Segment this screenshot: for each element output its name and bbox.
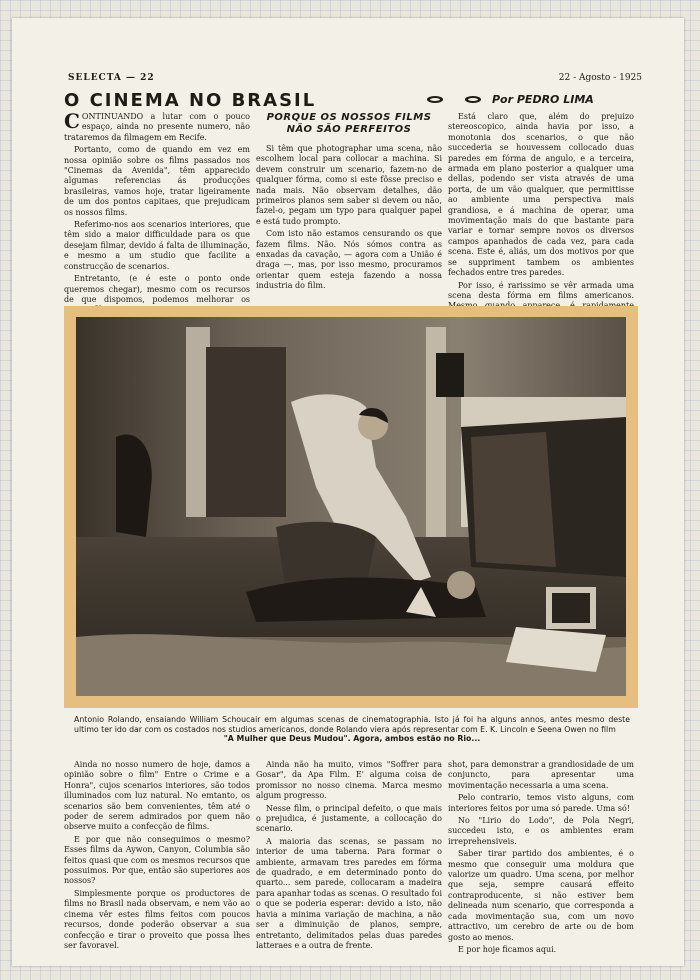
text-column-bottom-left [64,760,250,950]
paragraph: E por que não conseguimos o mesmo? Esses films da Aywon, Canyon, Columbia são feitos quasi que com os mesmos recursos que possuimos. Por que, então são superiores aos nossos? [64,834,250,886]
text-column-top-right [448,112,634,302]
paragraph: Entretanto, (e é este o ponto onde queremos chegar), mesmo com os recursos de que dispomos, podemos melhorar os [64,274,250,304]
film-still-photograph [76,317,626,696]
caption-film-title: "A Mulher que Deus Mudou". Agora, ambos estão no Rio... [223,734,481,744]
paragraph: Pelo contrario, temos visto alguns, com interiores feitos por uma só parede. Uma só! [448,793,634,813]
paragraph: No "Lirio do Lodo", de Pola Negri, succedeu isto, e os ambientes eram irreprehensiveis. [448,816,634,846]
article-subheading: PORQUE OS NOSSOS FILMS NÃO SÃO PERFEITOS [266,112,432,135]
photo-caption [74,715,630,744]
paragraph: Referimo-nos aos scenarios interiores, que têm sido a maior difficuldade para os que desejam filmar, devido á falta de illuminação, e mesmo a um studio que facilite a construcção de scenarios. [64,220,250,271]
magazine-page [12,18,684,966]
paragraph: E por hoje ficamos aqui. [458,944,557,954]
paragraph: Por isso, é rarissimo se vêr armada uma scena desta fórma em films americanos. [448,280,634,300]
caption-text: Antonio Rolando, ensaiando William Schoucair em algumas scenas de cinematographia. Isto já foi ha alguns annos, antes mesmo deste ultimo ter ido dar com os costados nos studios americanos, donde Rolando viera após representar com E. K. Lincoln e Seena Owen no film [74,715,630,734]
leaf-ornament-icon [464,95,482,104]
paragraph: Está claro que, além do prejuizo stereoscopico, ainda havia por isso, a monotonia dos scenarios, o que não succederia se houvessem collocado duas paredes em fórma de angulo, e a terceira, armada em plano posterior a qualquer uma dellas, podendo ser vista através de uma porta, de um vão qualquer, que permittisse ao ambiente uma perspectiva mais grandiosa, e á machina de operar, uma movimentação mais do que bastante para variar e tornar sempre novos os diversos campos apanhados de cada vez, para cada scena. Este é, aliás, um dos motivos por que se suppriment tambem os ambientes fechados entre tres paredes. [448,112,634,278]
leaf-ornament-icon [426,95,444,104]
paragraph: Nesse film, o principal defeito, o que mais o prejudica, é justamente, a collocação do scenario. [256,803,442,834]
photo-scene [76,317,626,696]
paragraph: Portanto, como de quando em vez em nossa opinião sobre os films passados nos "Cinemas da Avenida", têm apparecido algumas referencias ás producções brasileiras, vamos hoje, tratar ligeiramente de um dos pontos capitaes, que prejudicam os nossos films. [64,145,250,217]
paragraph: Si têm que photographar uma scena, não escolhem local para collocar a machina. Si devem construir um scenario, fazem-no de qualquer fórma, como si este fôsse preciso e nada mais. Não observam detalhes, dão primeiros planos sem saber si devem ou não, fazel-o, pegam um typo para qualquer papel e está tudo prompto. [256,144,442,226]
paragraph-text: ONTINUANDO a lutar com o pouco espaço, ainda no presente numero, não trataremos da filmagem em Recife. [64,112,250,142]
text-column-bottom-right [448,760,634,954]
text-column-top-middle [256,112,442,302]
drop-cap: C [64,109,80,133]
text-column-bottom-middle [256,760,442,950]
paragraph: A maioria das scenas, se passam no interior de uma taberna. Para formar o ambiente, armavam tres paredes em fórma de quadrado, e em determinado ponto do quarto... sem parede, collocaram a madeira para apanhar todas as scenas. O resultado foi o que se poderia esperar: devido a isto, não havia a minima variação de machina, a não ser a diminuição de planos, sempre, entretanto, delimitados pelas duas paredes latteraes e a outra de frente. [256,836,442,950]
paragraph: Saber tirar partido dos ambientes, é o mesmo que conseguir uma moldura que valorize um quadro. Uma scena, por melhor que seja, sempre causará effeito contraproducente, si não estiver bem delineada num scenario, que corresponda a cada movimentação sua, com um novo attractivo, um cerebro de arte ou de bom gosto ao menos. [448,849,634,942]
article-title: O CINEMA NO BRASIL [64,90,317,111]
issue-date: 22 - Agosto - 1925 [558,73,642,83]
paragraph [64,109,250,143]
paragraph: shot, para demonstrar a grandiosidade de um conjuncto, para apresentar uma movimentação necessaria a uma scena. [448,760,634,790]
photo-frame [64,306,638,708]
paragraph: Com isto não estamos censurando os que fazem films. Não. Nós sómos contra as enxadas da cavação, — agora com a União é draga —, mas, por isso mesmo, procuramos orientar quem esteja fazendo a nossa industria do film. [256,229,442,291]
paragraph: Ainda no nosso numero de hoje, damos a opinião sobre o film" Entre o Crime e a Honra", cujos scenarios interiores, são todos illuminados com luz natural. No emtanto, os scenarios são bem convenientes, têm até o poder de serem admirados por quem não observe muito a confecção de films. [64,760,250,832]
magazine-header-left: SELECTA — 22 [68,73,155,83]
author-byline: Por PEDRO LIMA [492,93,594,106]
paragraph: Ainda não ha muito, vimos "Soffrer para Gosar", da Apa Film. E' alguma coisa de promissor no nosso cinema. Marca mesmo algum progresso. [256,760,442,801]
paragraph: Simplesmente porque os productores de films no Brasil nada observam, e nem vão ao cinema vêr estes films feitos com poucos recursos, donde poderão observar a sua confecção e tirar o proveito que possa lhes ser favoravel. [64,888,250,950]
text-column-top-left [64,109,250,304]
